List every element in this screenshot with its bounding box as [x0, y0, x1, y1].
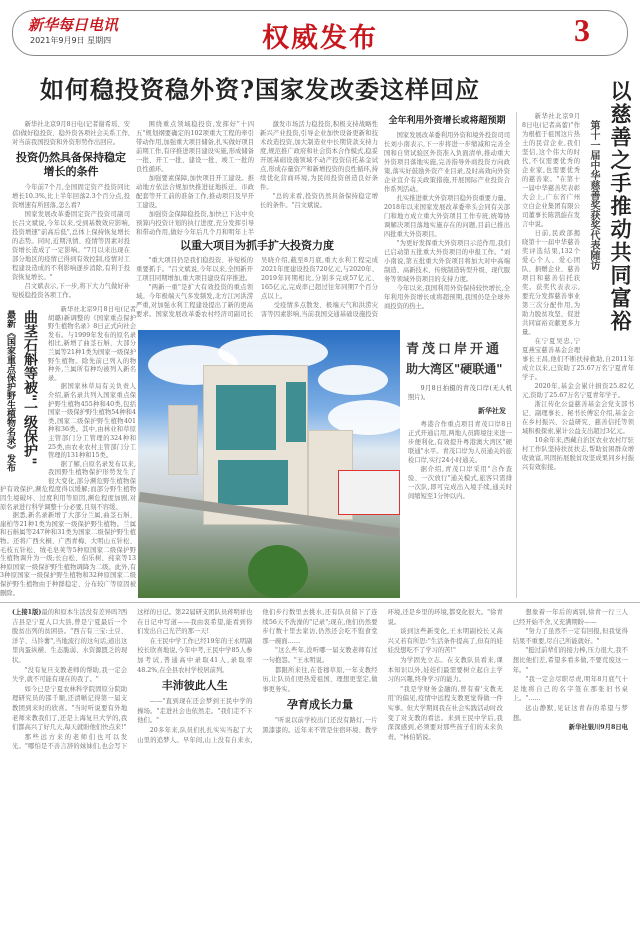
photo-story-paragraph: 据介绍,青茂口岸采用"合作查验、一次放行"通关模式,旅客只需排一次队,即可完成出入境手续,通关时间缩短至1分钟以内。 — [408, 466, 512, 500]
lead-paragraph: 激发市场活力稳投资,积极支持战略性新兴产业投资,引导企业加快设备更新和技术改造投资,加大制造业中长期贷款支持力度,规范推广政府和社会资本合作模式,稳妥开展基础设施领域不动产投资信托基金试点,形成存量资产和新增投资的良性循环,持续优化营商环境,为民间投资创造良好条件。 — [260, 121, 378, 191]
teachers-paragraph: "这么些年,没听哪一届支教老师有过一句抱怨。"王永明说。 — [262, 647, 378, 664]
charity-kicker: 第十一届中华慈善奖获奖代表随访 — [588, 120, 599, 270]
lead-column-4 — [384, 112, 510, 324]
lead-paragraph: 加强要素保障,加快项目开工建设。推动地方依法合规加快推进征地拆迁、市政配套等开工前的准备工作,推动项目及早开工建设。 — [136, 175, 254, 209]
lead-paragraph: "两新一重"是扩大有效投资的重点领域。今年极端天气多发频发,北方江河洪涝严重,对加强水利工程建设提出了新的更高要求。国家发展改革委农村经济司副司长吴晓介绍,截至8月底,重大水利工程完成2021年度建设投资720亿元,与2020年、2019年同期相比,分别多完成57亿元、165亿元,完成率已超过往年同期7个百分点以上。 — [136, 257, 378, 318]
charity-paragraph: 新华社北京9月8日电(记者高蕾)"作为根植于祖国这片热土的民营企业,我们坚信,这个伟大的时代,不仅需要优秀的企业家,也需要优秀的慈善家。"在第十一届中华慈善奖表彰大会上,广东省广州立白企业集团有限公司董事长陈凯旋在发言中说。 — [522, 113, 580, 228]
lead-columns-2-3-lower — [136, 256, 378, 326]
section-title: 权威发布 — [262, 23, 378, 54]
orchid-paragraph: 据了解,自原名录发布以来,我国野生植物保护形势发生了很大变化,部分濒危野生植物保护有效保护,濒危程度得以缓解;而部分野生植物因生境破坏、过度利用等原因,濒危程度加剧,对原名录进行科学调整十分必要,且刻不容缓。 — [0, 460, 136, 511]
charity-headline: 以慈善之手推动共同富裕 — [608, 80, 633, 333]
orchid-paragraph: 新华社北京9月8日电(记者胡璐)新调整的《国家重点保护野生植物名录》8日正式向社会发布。与1999年发布的原名录相比,新增了曲茎石斛、大部分兰属等21种1类为国家一级保护野生植物。除先前已列入的物种外,兰属所有种均被列入新名录。 — [48, 306, 136, 382]
teachers-paragraph: 都跟所来往,在苍穆草原,一年支教经历,让队员们更热爱祖国、理想更坚定,做事更务实。 — [262, 666, 378, 693]
teachers-paragraph: 谈到这些新变化,王永明副校长又高兴又若有所思:"生活条件提高了,但有的娃娃没想吃不了学习的苦!" — [387, 628, 503, 655]
photo-caption-text: 9月8日拍摄的青茂口岸(无人机照片)。 — [408, 385, 512, 401]
section-divider — [0, 602, 640, 603]
lead-headline: 如何稳投资稳外资?国家发改委这样回应 — [40, 75, 481, 104]
teachers-paragraph: 在王民中学工作已经19年的王永明副校长欣喜地说,今年中考,王民中学85人参加考试,普通高中录取41人,录取率48.2%,在全县农村学校居前列。 — [137, 637, 253, 674]
teachers-paragraph: 20多年来,队员们扎扎实实当起了大山里的追梦人。早年间,山上没有自来水,他们步行数里去挑水,还有队员留下了连续56天不洗澡的"记录";现在,他们仍然要步行数十里去家访,仍然还会吃不饱食堂那一碗面…… — [137, 609, 378, 744]
charity-paragraph: 在宁夏吴忠,宁夏燕宝慈善基金会理事长王昌,他们不断扶持救助,自2011年成立以来,已资助了25.67万名宁夏青年学子。 — [522, 338, 634, 381]
lead-paragraph: 新华社北京9月8日电(记者谢希瑶、安蓓)做好稳投资、稳外资各项社会关系工作,对当前我国投资和外资形势作出回应。 — [12, 121, 130, 146]
teachers-signoff: 新华社银川9月8日电 — [568, 724, 628, 732]
charity-paragraph: 日前,民政部揭晓第十一届中华慈善奖评选结果,132个爱心个人、爱心团队、捐赠企业、慈善项目和慈善信托获奖。获奖代表表示,要充分发挥慈善事业第三次分配作用,为助力脱贫攻坚、促进共同富裕贡献更多力量。 — [522, 230, 580, 336]
lead-paragraph: 国家发展改革委利用外资和境外投资司司长刘小南表示,下一步将进一步缩减和完善全国和自贸试验区外资准入负面清单,推动重大外资项目落地实施,完善指导外商投资方向政策,落实好鼓励外资产业目录,及时高效向外资企业宣介有关政策措施,开展国际产业投资合作系列活动。 — [384, 132, 510, 193]
teachers-paragraph: "我一定会尽职尽责,明年8月底气十足地将自己的名字签在那张旧书桌上。"…… — [512, 676, 628, 703]
photo-story-paragraph: 粤港合作重点项目青茂口岸8日正式开通启用,两地人员跨境往来进一步便利化,有效提升粤港澳大湾区"硬联通"水平。青茂口岸为人员通关的旅检口岸,实行24小时通关。 — [408, 421, 512, 464]
newspaper-logo: 新华每日电讯 — [28, 16, 119, 34]
lead-paragraph: "为更好发挥重大外资项目示范作用,我们已启动第五批重大外资项目的申报工作。"刘小南说,第五批重大外资项目将加大对中高端制造、高新技术、传统制造转型升级、现代服务等领域外资项目的支持力度。 — [384, 240, 510, 283]
lead-subhead-3: 全年利用外资增长或将超预期 — [388, 116, 506, 126]
teachers-paragraph: 为学固先立志。在支教队员看来,课本知识以外,娃娃们最需要树立起自主学习的兴趣,终身学习的能力。 — [387, 656, 503, 684]
charity-paragraph: 2020年,基金会累计捐资25.82亿元,资助了25.67万名宁夏青年学子。 — [522, 383, 634, 399]
lead-column-3 — [260, 120, 378, 236]
column-divider — [516, 112, 517, 598]
lead-paragraph: 今年前7个月,全国固定资产投资同比增长10.3%,比上半年回落2.3个百分点,投资增速有所回落,怎么看? — [12, 184, 130, 209]
teachers-article — [12, 608, 628, 920]
continued-from-label: (上接1版) — [12, 609, 42, 616]
issue-date: 2021年9月9日 星期四 — [30, 36, 112, 45]
lead-column-2 — [136, 120, 254, 236]
lead-paragraph: "总的来看,投资仍然具备保持稳定增长的条件。"吕文斌说。 — [260, 193, 378, 209]
teachers-paragraph: "我是学财务金融的,曾有着'支教无用'的偏见,疫情中远程支教更觉得做一件实事。但大学期间我在社会实践活动时改变了对支教的看法。来到王民中学后,我深深感到,必须要对那些孩子们的未来负责。"林伯韬说。 — [387, 685, 503, 741]
port-building-photo — [138, 330, 400, 598]
teachers-paragraph: ——"直到现在还会梦到王民中学的操场。"走进社会也依然走。"我们走不下他们。" — [137, 698, 253, 725]
lead-paragraph: "重大项目仍是我们稳投资、补短板的重要抓手。"吕文斌说,今年以来,全国新开工项目同期增加,重大项目建设有序推进。 — [136, 257, 253, 282]
charity-paragraph: 浙江传化公益慈善基金会党支部书记、副理事长、秘书长傅宏介绍,基金会在乡村振兴、公益研究、慈善信托等领域积极探索,累计公益支出超过3亿元。 — [522, 401, 634, 435]
photo-title-line-1: 青茂口岸开通 — [406, 342, 503, 357]
teachers-paragraph: 想象着一年后的离别,徐青一行三人已经开始不舍,又充满期盼—— — [512, 609, 628, 626]
teachers-paragraph: 那些远方来的老师们也可以发光。"哪怕是不善言辞的妹妹们,也会写下这样的日记。第22届研支团队员蒋明祥也在日记中写道——我由衷希望,能看到你们发出自己光芒的那一天! — [12, 609, 253, 751]
teachers-paragraph: "努力了虽然不一定有回报,但我觉得结果不重要,尽自己所能就好。" — [512, 628, 628, 645]
lead-paragraph: 加强资金保障稳投资,加快已下达中央预算内投资计划的执行进度,充分发挥引导和带动作用,做好今年后几个月和明年上半 — [136, 211, 254, 236]
charity-paragraph: 10余年来,西藏自治区农业农村厅驻村工作队坚持扶贫扶志,帮助贫困群众增收致富,巩固拓展脱贫攻坚成果同乡村振兴有效衔接。 — [522, 437, 634, 471]
orchid-paragraph: 据悉,新名录新增了大部分兰属,曲茎石斛、崖柏等21种1类为国家一级保护野生植物。兰属和石斛属等247种和31类为国家二级保护野生植物。还将广西火桐、广西青梅、大明山五针松、毛枝五针松、绒毛皂荚等5种原国家二级保护野生植物调升为一级;长白松、伯乐树、莼菜等13种原国家一级保护野生植物调降为二级。此外,有3种原国家一级保护野生植物和32种原国家二级保护野生植物由于种群稳定、分布较广等原因被删除。 — [0, 512, 136, 597]
photo-credit: 新华社发 — [478, 406, 506, 415]
lead-paragraph: 国家发展改革委固定资产投资司副司长吕文斌说,今年以来,受到基数效应影响,投资增速"前高后低",总体上保持恢复增长的态势。同时,近期汛情、疫情等因素对投资增长造成了一定影响。"7月以来出现在部分地区的疫情已得到有效控制,疫情对工程建设造成的不利影响逐步消除,有利于投资恢复增长。" — [12, 211, 130, 281]
teachers-subhead-2: 孕育成长力量 — [286, 698, 353, 712]
photo-title-line-2: 助大湾区"硬联通" — [406, 362, 503, 376]
lead-paragraph: 受疫情多点散发、极端天气和洪涝灾害等因素影响,当前我国交通基础设施投资 — [261, 302, 378, 318]
lead-paragraph: 今年以来,我国利用外资保持较快增长,全年利用外资增长或将超预期,我国仍是全球外商投资的热土。 — [384, 285, 510, 310]
teachers-paragraph: 远山静默,见证这青春的希望与梦想。 — [512, 704, 628, 722]
teachers-paragraph: "没有复旦支教老师的帮助,我一定会失学,就不可能有现在的我了。" — [12, 666, 128, 684]
lead-paragraph: 围绕重点领域稳投资,发挥好"十四五"规划纲要确定的102项重大工程的牵引带动作用,加强重大项目储备,扎实做好项目前期工作,有序推进项目建设实施,形成储备一批、开工一批、建设一批、竣工一批的良性循环。 — [136, 121, 254, 173]
orchid-paragraph: 据国家林草局有关负责人介绍,新名录共列入国家重点保护野生植物455种和40类,包括国家一级保护野生植物54种和4类,国家二级保护野生植物401种和36类。其中,由林业和草原主管部门分工管理的324种和25类,由农业农村主管部门分工管理的131种和15类。 — [48, 383, 136, 460]
lead-subhead-1: 投资仍然具备保持稳定增长的条件 — [16, 151, 126, 178]
lead-subhead-2: 以重大项目为抓手扩大投资力度 — [180, 239, 334, 252]
page-number: 3 — [574, 12, 590, 48]
teachers-subhead-1: 丰沛彼此人生 — [161, 679, 228, 693]
lead-paragraph: 扎实推进重大外资项目稳外资重要力量。2018年以来国家发展改革委牵头会同有关部门和地方成立重大外资项目工作专班,统筹协调解决项目落地实施存在的问题,目前已推出四批重大外资项目。 — [384, 195, 510, 238]
orchid-headline: 曲茎石斛等被"一级保护" — [22, 310, 38, 465]
lead-column-1 — [12, 120, 130, 300]
photo-caption — [408, 384, 512, 404]
photo-story — [408, 420, 512, 598]
teachers-paragraph: "听说以前学校出门还没有路灯,一片黑漆漆的。近年来不管是住宿环境、教学环境,还是乡里的环境,都变化很大。"徐青说。 — [262, 609, 503, 734]
lead-paragraph: 吕文斌表示,下一步,将下大力气做好补短板稳投资各项工作。 — [12, 283, 130, 299]
teachers-paragraph: 如今已是宁夏农林科学院固原分院助理研究员的邵千顺,还清晰记得第一届支教团到来时的欣喜。"当时听说要有外地老师来教我们了,还是上海复旦大学的,我们都高兴了好几天,每天就盼他们快点来!" — [12, 685, 128, 732]
teachers-paragraph: "挺过前辈们的接力棒,压力很大,我不想比他们差,希望多看多做,不要荒废这一年。" — [512, 647, 628, 674]
teachers-paragraph: 最的和原本生活没有差异吗?西吉县是宁夏人口大县,曾是宁夏最后一个脱贫出列的贫困县。"西吉有三宝:土豆、洋芋、马铃薯",当地流行的这句话,道出这里肉蛋纵横、生态脆弱、水资源匮乏的现状。 — [12, 609, 128, 664]
orchid-kicker: 最新《国家重点保护野生植物名录》发布 — [5, 310, 15, 472]
